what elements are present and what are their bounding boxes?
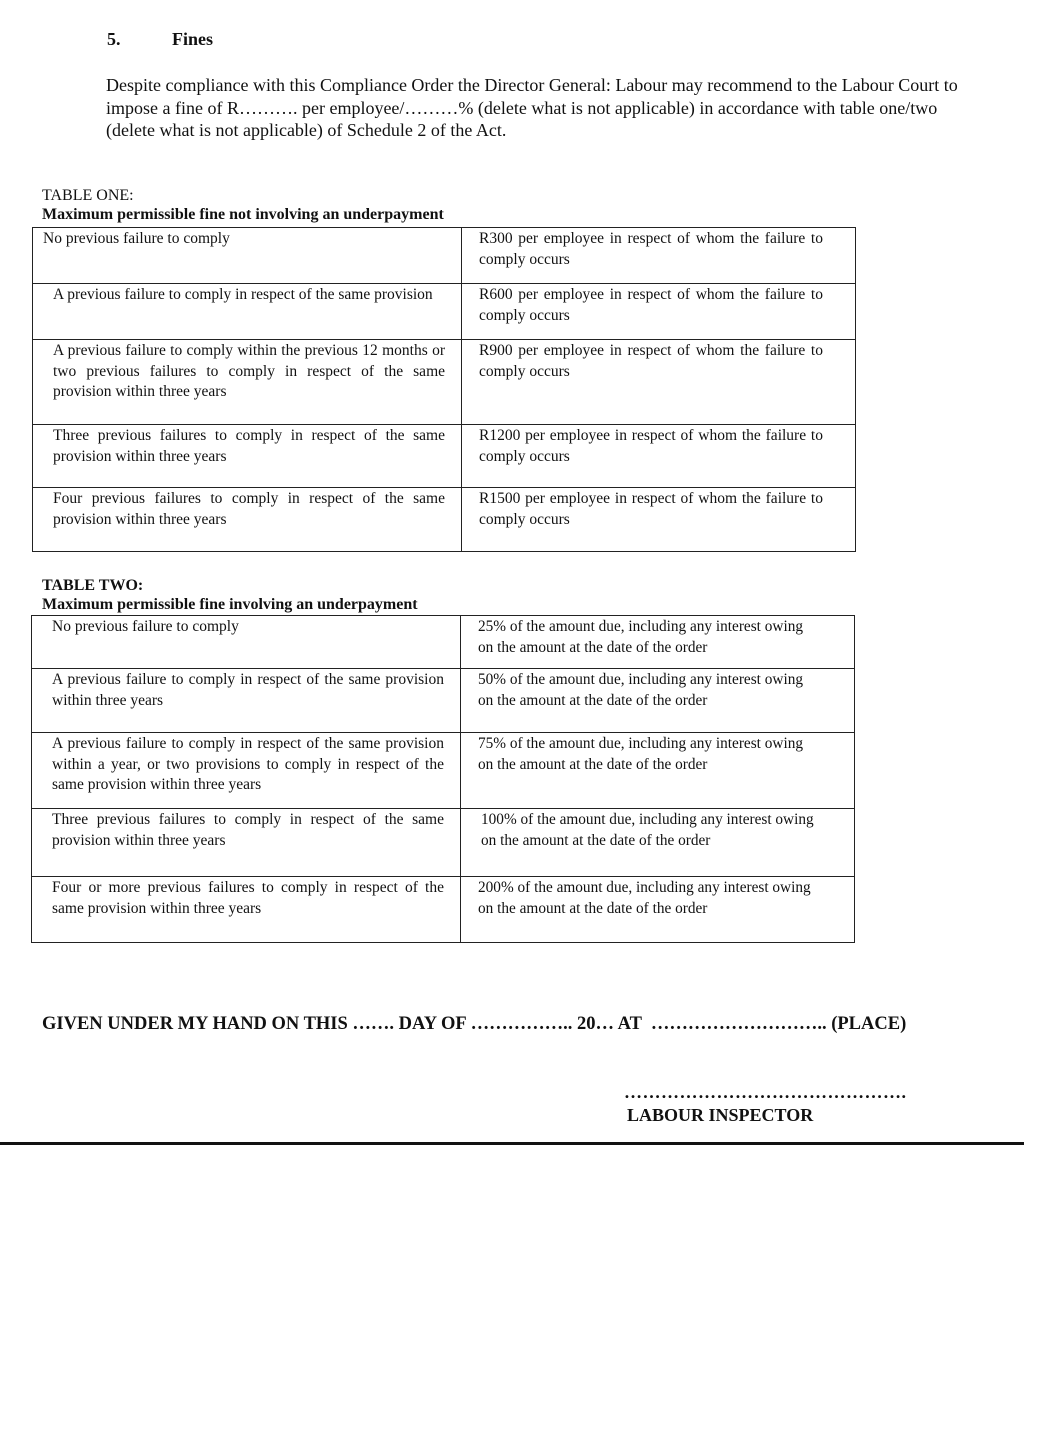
table-row bbox=[33, 228, 856, 284]
fine-cell: R1200 per employee in respect of whom the failure to comply occurs bbox=[479, 427, 823, 465]
condition-cell: Four or more previous failures to comply in respect of the same provision within three years bbox=[52, 879, 444, 917]
table-row bbox=[32, 733, 855, 809]
fine-cell: R600 per employee in respect of whom the failure to comply occurs bbox=[479, 286, 823, 324]
table-row bbox=[33, 425, 856, 488]
condition-cell: A previous failure to comply in respect of the same provision bbox=[53, 286, 433, 303]
fine-cell: R900 per employee in respect of whom the failure to comply occurs bbox=[479, 342, 823, 380]
table-row bbox=[32, 877, 855, 943]
table-row bbox=[32, 669, 855, 733]
table-row bbox=[32, 616, 855, 669]
fine-cell: 200% of the amount due, including any interest owing on the amount at the date of the order bbox=[478, 879, 811, 917]
table-one-subtitle: Maximum permissible fine not involving an underpayment bbox=[42, 206, 444, 223]
table-two-subtitle: Maximum permissible fine involving an underpayment bbox=[42, 596, 418, 613]
condition-cell: A previous failure to comply within the previous 12 months or two previous failures to comply in respect of the same provision within three years bbox=[53, 342, 445, 400]
table-two bbox=[31, 615, 855, 943]
table-one bbox=[32, 227, 856, 552]
table-row bbox=[33, 340, 856, 425]
section-number: 5. bbox=[107, 29, 121, 49]
fine-cell: R300 per employee in respect of whom the failure to comply occurs bbox=[479, 230, 823, 268]
table-one-label bbox=[42, 186, 444, 224]
signatory-role: LABOUR INSPECTOR bbox=[627, 1105, 814, 1125]
intro-paragraph: Despite compliance with this Compliance Order the Director General: Labour may recommend to the Labour Court to impose a fine of R………. per employee/………% (delete what is not applicable) in accordance with table one/two (delete what is not applicable) of Schedule 2 of the Act. bbox=[106, 75, 958, 140]
fine-cell: 100% of the amount due, including any interest owing on the amount at the date of the order bbox=[481, 811, 814, 849]
condition-cell: Three previous failures to comply in respect of the same provision within three years bbox=[53, 427, 445, 465]
condition-cell: No previous failure to comply bbox=[43, 230, 230, 247]
section-title: Fines bbox=[172, 29, 214, 49]
given-under-hand-line: GIVEN UNDER MY HAND ON THIS ……. DAY OF …………….. 20… AT ……………………….. (PLACE) bbox=[42, 1014, 907, 1034]
bottom-rule bbox=[0, 1142, 1024, 1145]
table-two-label bbox=[42, 576, 418, 614]
table-row bbox=[33, 284, 856, 340]
table-row bbox=[33, 488, 856, 552]
table-one-title: TABLE ONE: bbox=[42, 187, 134, 204]
fine-cell: 75% of the amount due, including any interest owing on the amount at the date of the order bbox=[478, 735, 803, 773]
condition-cell: A previous failure to comply in respect of the same provision within a year, or two provisions to comply in respect of the same provision within three years bbox=[52, 735, 444, 793]
fine-cell: 50% of the amount due, including any interest owing on the amount at the date of the order bbox=[478, 671, 803, 709]
table-two-title: TABLE TWO: bbox=[42, 577, 144, 594]
fine-cell: R1500 per employee in respect of whom the failure to comply occurs bbox=[479, 490, 823, 528]
fine-cell: 25% of the amount due, including any interest owing on the amount at the date of the order bbox=[478, 618, 803, 656]
condition-cell: No previous failure to comply bbox=[52, 618, 239, 635]
signature-line: ………………………………………. bbox=[624, 1082, 907, 1102]
condition-cell: Four previous failures to comply in respect of the same provision within three years bbox=[53, 490, 445, 528]
table-row bbox=[32, 809, 855, 877]
condition-cell: A previous failure to comply in respect of the same provision within three years bbox=[52, 671, 444, 709]
condition-cell: Three previous failures to comply in respect of the same provision within three years bbox=[52, 811, 444, 849]
